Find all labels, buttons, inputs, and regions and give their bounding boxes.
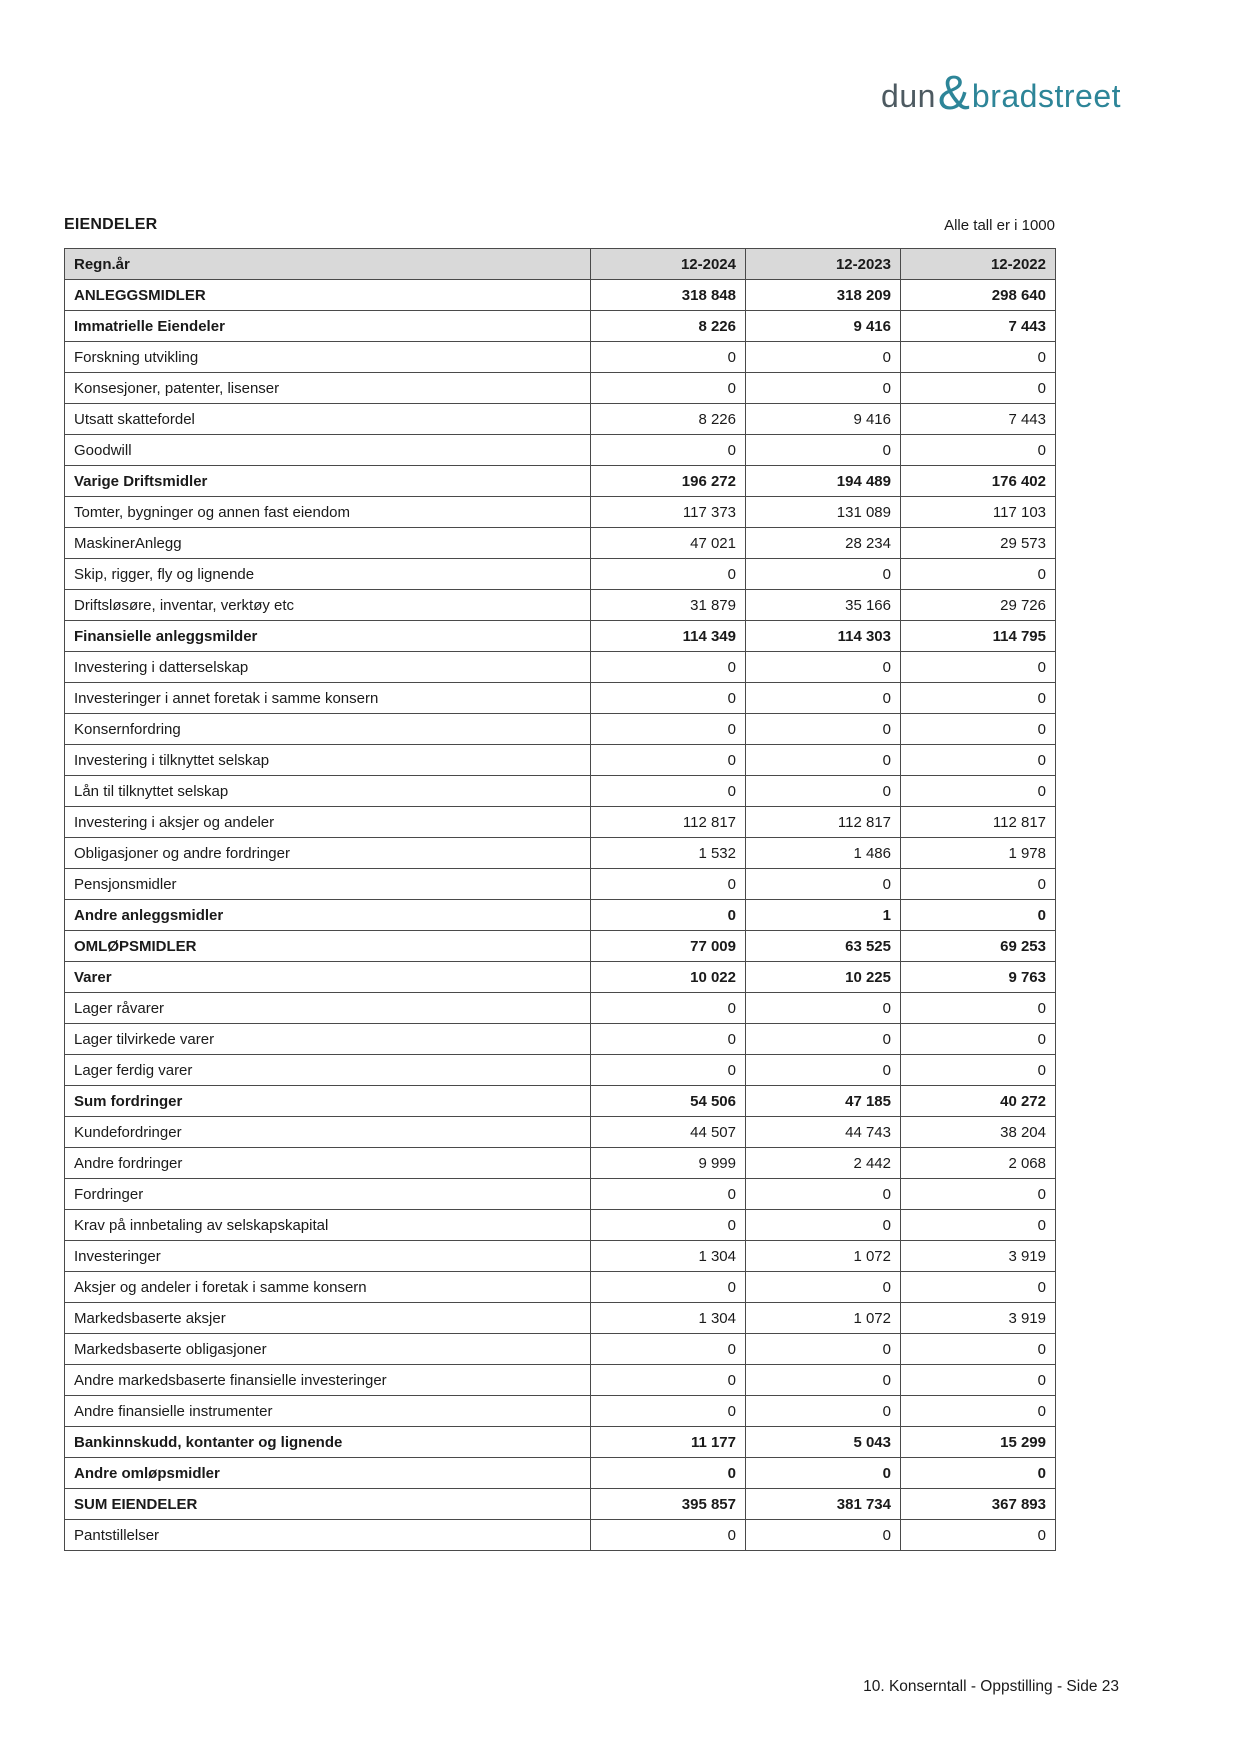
table-row — [65, 1489, 1056, 1520]
row-label: Aksjer og andeler i foretak i samme konsern — [65, 1272, 591, 1303]
row-value: 1 304 — [591, 1303, 746, 1334]
row-value: 1 978 — [901, 838, 1056, 869]
row-value: 0 — [746, 1179, 901, 1210]
row-value: 1 072 — [746, 1241, 901, 1272]
row-value: 0 — [591, 559, 746, 590]
row-value: 3 919 — [901, 1303, 1056, 1334]
row-value: 29 573 — [901, 528, 1056, 559]
row-value: 0 — [746, 1458, 901, 1489]
row-label: Markedsbaserte obligasjoner — [65, 1334, 591, 1365]
table-header-row — [65, 249, 1056, 280]
row-value: 0 — [591, 869, 746, 900]
row-value: 0 — [901, 776, 1056, 807]
row-label: Konsernfordring — [65, 714, 591, 745]
table-row — [65, 1272, 1056, 1303]
table-row — [65, 714, 1056, 745]
row-value: 47 185 — [746, 1086, 901, 1117]
row-value: 298 640 — [901, 280, 1056, 311]
row-value: 3 919 — [901, 1241, 1056, 1272]
row-value: 0 — [591, 900, 746, 931]
dun-bradstreet-logo — [881, 64, 1121, 120]
row-label: Krav på innbetaling av selskapskapital — [65, 1210, 591, 1241]
row-label: Driftsløsøre, inventar, verktøy etc — [65, 590, 591, 621]
row-label: MaskinerAnlegg — [65, 528, 591, 559]
row-value: 0 — [746, 1055, 901, 1086]
row-value: 0 — [591, 745, 746, 776]
row-label: Varer — [65, 962, 591, 993]
table-row — [65, 1024, 1056, 1055]
row-value: 0 — [746, 342, 901, 373]
page-footer: 10. Konserntall - Oppstilling - Side 23 — [863, 1678, 1119, 1695]
row-value: 5 043 — [746, 1427, 901, 1458]
table-row — [65, 683, 1056, 714]
row-value: 1 486 — [746, 838, 901, 869]
row-value: 0 — [591, 1520, 746, 1551]
row-value: 112 817 — [591, 807, 746, 838]
row-value: 114 303 — [746, 621, 901, 652]
table-row — [65, 652, 1056, 683]
row-label: Pantstillelser — [65, 1520, 591, 1551]
row-value: 0 — [746, 373, 901, 404]
table-row — [65, 776, 1056, 807]
row-value: 2 442 — [746, 1148, 901, 1179]
table-row — [65, 1148, 1056, 1179]
table-row — [65, 869, 1056, 900]
table-row — [65, 466, 1056, 497]
table-header-line — [64, 216, 1055, 234]
row-label: Andre anleggsmidler — [65, 900, 591, 931]
row-value: 0 — [901, 900, 1056, 931]
section-title: EIENDELER — [64, 216, 158, 233]
row-value: 0 — [901, 1396, 1056, 1427]
row-value: 0 — [746, 1024, 901, 1055]
row-value: 8 226 — [591, 404, 746, 435]
row-value: 40 272 — [901, 1086, 1056, 1117]
table-row — [65, 807, 1056, 838]
row-value: 1 — [746, 900, 901, 931]
row-value: 0 — [591, 652, 746, 683]
balance-sheet-table — [64, 248, 1056, 1551]
row-value: 1 304 — [591, 1241, 746, 1272]
row-value: 0 — [591, 683, 746, 714]
row-value: 0 — [591, 1024, 746, 1055]
table-row — [65, 1055, 1056, 1086]
row-value: 0 — [901, 1272, 1056, 1303]
table-row — [65, 311, 1056, 342]
row-value: 0 — [591, 1055, 746, 1086]
table-row — [65, 1241, 1056, 1272]
row-label: Finansielle anleggsmilder — [65, 621, 591, 652]
row-label: Investering i aksjer og andeler — [65, 807, 591, 838]
table-row — [65, 590, 1056, 621]
row-value: 0 — [746, 435, 901, 466]
table-row — [65, 931, 1056, 962]
row-value: 0 — [746, 1365, 901, 1396]
row-label: Obligasjoner og andre fordringer — [65, 838, 591, 869]
row-value: 0 — [901, 683, 1056, 714]
row-label: Bankinnskudd, kontanter og lignende — [65, 1427, 591, 1458]
header-cell-year-2022: 12-2022 — [901, 249, 1056, 280]
row-value: 196 272 — [591, 466, 746, 497]
row-value: 8 226 — [591, 311, 746, 342]
table-row — [65, 373, 1056, 404]
row-label: Forskning utvikling — [65, 342, 591, 373]
row-label: Andre omløpsmidler — [65, 1458, 591, 1489]
row-value: 44 507 — [591, 1117, 746, 1148]
table-row — [65, 900, 1056, 931]
row-value: 0 — [901, 435, 1056, 466]
row-label: Lager råvarer — [65, 993, 591, 1024]
row-value: 0 — [591, 1272, 746, 1303]
row-value: 0 — [901, 745, 1056, 776]
row-label: Andre markedsbaserte finansielle investeringer — [65, 1365, 591, 1396]
row-value: 31 879 — [591, 590, 746, 621]
table-row — [65, 1334, 1056, 1365]
row-label: Sum fordringer — [65, 1086, 591, 1117]
table-row — [65, 342, 1056, 373]
row-value: 35 166 — [746, 590, 901, 621]
table-body — [65, 280, 1056, 1551]
row-value: 0 — [746, 714, 901, 745]
row-value: 0 — [901, 1458, 1056, 1489]
row-value: 0 — [746, 993, 901, 1024]
row-value: 0 — [901, 1520, 1056, 1551]
row-value: 0 — [901, 1179, 1056, 1210]
row-value: 0 — [746, 1334, 901, 1365]
row-value: 395 857 — [591, 1489, 746, 1520]
row-value: 0 — [746, 652, 901, 683]
table-row — [65, 1458, 1056, 1489]
row-value: 9 763 — [901, 962, 1056, 993]
row-value: 0 — [901, 1365, 1056, 1396]
table-row — [65, 1365, 1056, 1396]
row-value: 0 — [901, 1334, 1056, 1365]
row-label: ANLEGGSMIDLER — [65, 280, 591, 311]
row-label: Kundefordringer — [65, 1117, 591, 1148]
table-row — [65, 621, 1056, 652]
table-row — [65, 1117, 1056, 1148]
row-label: Investeringer — [65, 1241, 591, 1272]
row-value: 38 204 — [901, 1117, 1056, 1148]
header-cell-regnar: Regn.år — [65, 249, 591, 280]
row-label: Pensjonsmidler — [65, 869, 591, 900]
table-row — [65, 962, 1056, 993]
units-note: Alle tall er i 1000 — [944, 217, 1055, 234]
table-row — [65, 1427, 1056, 1458]
header-cell-year-2024: 12-2024 — [591, 249, 746, 280]
table-row — [65, 497, 1056, 528]
row-value: 0 — [591, 373, 746, 404]
row-value: 7 443 — [901, 404, 1056, 435]
row-value: 0 — [746, 869, 901, 900]
row-value: 2 068 — [901, 1148, 1056, 1179]
row-label: Immatrielle Eiendeler — [65, 311, 591, 342]
row-value: 7 443 — [901, 311, 1056, 342]
row-value: 1 072 — [746, 1303, 901, 1334]
row-value: 10 022 — [591, 962, 746, 993]
logo-text-dun: dun — [881, 78, 936, 114]
row-value: 367 893 — [901, 1489, 1056, 1520]
row-value: 0 — [746, 1396, 901, 1427]
row-value: 0 — [746, 1210, 901, 1241]
row-value: 0 — [901, 1055, 1056, 1086]
row-label: Fordringer — [65, 1179, 591, 1210]
row-label: Andre fordringer — [65, 1148, 591, 1179]
row-label: Investering i datterselskap — [65, 652, 591, 683]
table-row — [65, 559, 1056, 590]
row-value: 44 743 — [746, 1117, 901, 1148]
row-label: Investering i tilknyttet selskap — [65, 745, 591, 776]
row-label: Markedsbaserte aksjer — [65, 1303, 591, 1334]
row-label: Varige Driftsmidler — [65, 466, 591, 497]
row-label: Utsatt skattefordel — [65, 404, 591, 435]
row-value: 0 — [591, 435, 746, 466]
table-row — [65, 435, 1056, 466]
table-row — [65, 1520, 1056, 1551]
row-value: 114 795 — [901, 621, 1056, 652]
table-row — [65, 1303, 1056, 1334]
row-value: 0 — [591, 1179, 746, 1210]
table-row — [65, 838, 1056, 869]
row-value: 176 402 — [901, 466, 1056, 497]
table-row — [65, 993, 1056, 1024]
row-value: 112 817 — [901, 807, 1056, 838]
logo-ampersand-icon: & — [937, 67, 970, 120]
row-value: 0 — [901, 652, 1056, 683]
row-value: 117 103 — [901, 497, 1056, 528]
row-value: 0 — [591, 342, 746, 373]
row-value: 0 — [901, 1210, 1056, 1241]
row-label: OMLØPSMIDLER — [65, 931, 591, 962]
row-label: Lån til tilknyttet selskap — [65, 776, 591, 807]
row-value: 0 — [901, 559, 1056, 590]
table-row — [65, 1179, 1056, 1210]
table-row — [65, 745, 1056, 776]
row-value: 9 416 — [746, 404, 901, 435]
header-cell-year-2023: 12-2023 — [746, 249, 901, 280]
row-value: 0 — [746, 776, 901, 807]
table-row — [65, 404, 1056, 435]
row-value: 29 726 — [901, 590, 1056, 621]
table-row — [65, 1086, 1056, 1117]
row-value: 9 416 — [746, 311, 901, 342]
row-label: Lager tilvirkede varer — [65, 1024, 591, 1055]
row-value: 0 — [901, 1024, 1056, 1055]
row-value: 0 — [591, 776, 746, 807]
row-value: 28 234 — [746, 528, 901, 559]
logo-text-bradstreet: bradstreet — [971, 78, 1121, 114]
row-label: Konsesjoner, patenter, lisenser — [65, 373, 591, 404]
row-value: 0 — [591, 1458, 746, 1489]
row-label: SUM EIENDELER — [65, 1489, 591, 1520]
row-value: 318 848 — [591, 280, 746, 311]
row-value: 0 — [901, 342, 1056, 373]
row-value: 0 — [591, 1210, 746, 1241]
row-value: 77 009 — [591, 931, 746, 962]
row-label: Tomter, bygninger og annen fast eiendom — [65, 497, 591, 528]
row-value: 131 089 — [746, 497, 901, 528]
table-row — [65, 280, 1056, 311]
row-label: Lager ferdig varer — [65, 1055, 591, 1086]
row-value: 117 373 — [591, 497, 746, 528]
row-value: 112 817 — [746, 807, 901, 838]
row-value: 0 — [591, 1396, 746, 1427]
row-value: 114 349 — [591, 621, 746, 652]
table-row — [65, 1396, 1056, 1427]
row-value: 0 — [901, 993, 1056, 1024]
row-label: Investeringer i annet foretak i samme konsern — [65, 683, 591, 714]
row-value: 10 225 — [746, 962, 901, 993]
row-value: 69 253 — [901, 931, 1056, 962]
row-value: 194 489 — [746, 466, 901, 497]
row-value: 0 — [746, 745, 901, 776]
row-value: 0 — [591, 1334, 746, 1365]
table-row — [65, 528, 1056, 559]
row-label: Goodwill — [65, 435, 591, 466]
row-label: Skip, rigger, fly og lignende — [65, 559, 591, 590]
row-value: 11 177 — [591, 1427, 746, 1458]
row-value: 0 — [746, 559, 901, 590]
table-row — [65, 1210, 1056, 1241]
row-value: 0 — [901, 714, 1056, 745]
row-value: 47 021 — [591, 528, 746, 559]
row-value: 0 — [591, 993, 746, 1024]
row-value: 0 — [901, 869, 1056, 900]
row-value: 381 734 — [746, 1489, 901, 1520]
row-value: 63 525 — [746, 931, 901, 962]
row-value: 0 — [591, 1365, 746, 1396]
row-value: 318 209 — [746, 280, 901, 311]
row-value: 0 — [746, 1272, 901, 1303]
row-value: 9 999 — [591, 1148, 746, 1179]
row-value: 1 532 — [591, 838, 746, 869]
row-value: 0 — [901, 373, 1056, 404]
row-value: 0 — [591, 714, 746, 745]
row-value: 0 — [746, 1520, 901, 1551]
row-value: 0 — [746, 683, 901, 714]
row-value: 15 299 — [901, 1427, 1056, 1458]
row-value: 54 506 — [591, 1086, 746, 1117]
row-label: Andre finansielle instrumenter — [65, 1396, 591, 1427]
